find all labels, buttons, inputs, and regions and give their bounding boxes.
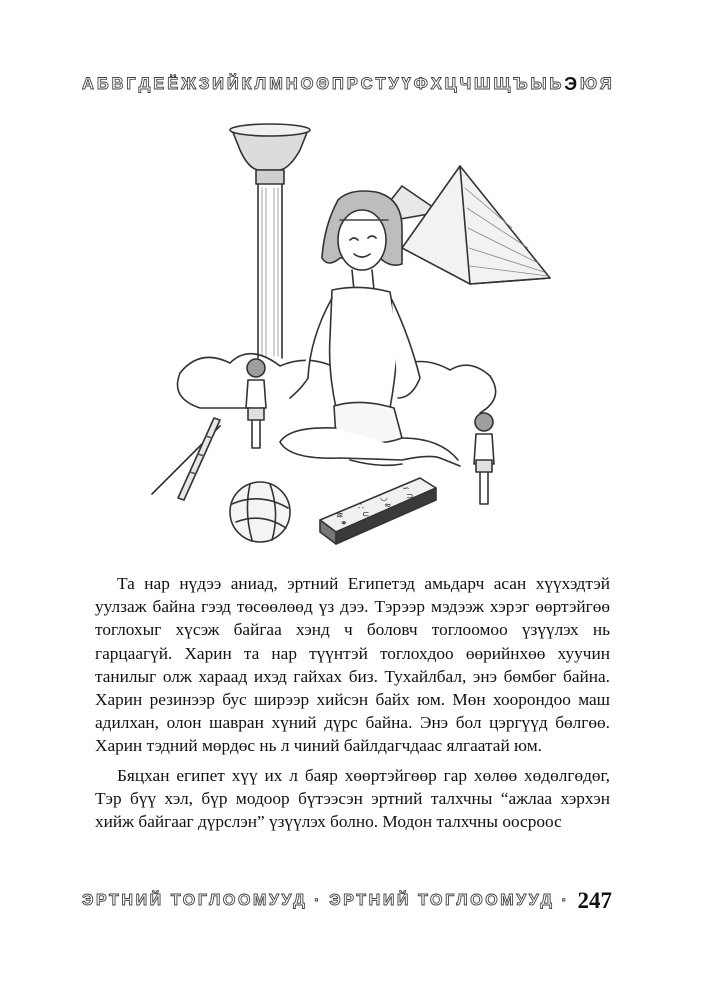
board-glyph: ∴ [358,502,364,512]
alphabet-letter: Щ [493,75,511,93]
alphabet-letter: Ы [530,75,547,93]
egyptian-child-illustration [140,108,560,548]
alphabet-letter: Х [430,75,442,93]
paragraph-2: Бяцхан египет хүү их л баяр хөөртэйгөөр гар хөлөө хөдөлгөдөг, Тэр бүү хэл, бүр модоор бүтээсэн эртний талхчны “ажлаа хэрхэн хийж байгааг дүрслэн” үзүүлэх болно. Модон талхчны оосроос [95,765,610,832]
alphabet-letter: П [332,75,344,93]
alphabet-letter: Ц [444,75,457,93]
alphabet-letter: Я [599,75,612,93]
alphabet-letter: Ф [413,75,428,93]
alphabet-letter: Ж [181,75,197,93]
alphabet-letter: С [360,75,373,93]
alphabet-letter: Й [226,75,239,93]
alphabet-letter: Ү [401,75,411,93]
alphabet-header [82,74,612,95]
alphabet-letter: Ё [167,75,179,93]
body-text [95,572,610,839]
board-glyph: ◡ [380,493,388,503]
alphabet-letter: Ь [549,75,562,93]
alphabet-letter: В [111,75,124,93]
alphabet-letter: Ө [316,75,330,93]
column-drawing [230,124,310,358]
paragraph-1: Та нар нүдээ аниад, эртний Египетэд амьдарч асан хүүхэдтэй уулзаж байна гээд төсөөлөөд үз дээ. Тэрээр мэдээж хэрэг өөртэйгөө тоглохыг хүсэж байгаа хэнд ч боловч тоглоомоо үзүүлэх нь гарцаагүй. Харин та нар түүнтэй тоглохдоо өөрийнхөө хуучин танилыг олж хараад ихэд гайхах биз. Тухайлбал, энэ бөмбөг байна. Харин резинээр бус ширээр хийсэн байх юм. Мөн хоорондоо маш адилхан, олон шавран хүний дүрс байна. Энэ бол цэргүүд бөлгөө. Харин тэдний мөрдөс нь л чиний байлдагчдаас ялгаатай юм. [95,574,610,756]
alphabet-letter: З [198,75,210,93]
page-footer [82,886,612,916]
alphabet-letter: Е [153,75,165,93]
board-glyph: ∽ [402,484,410,494]
alphabet-letter: Г [126,75,136,93]
alphabet-letter: Ю [580,75,598,93]
page-number: 247 [577,888,612,913]
board-glyph: ⊂ [362,510,370,520]
alphabet-letter: Ш [474,75,491,93]
board-glyph: ≈ [384,501,392,511]
alphabet-letter: Н [285,75,298,93]
alphabet-letter: Ъ [513,75,528,93]
alphabet-letter: Ч [459,75,472,93]
alphabet-letter: Б [96,75,109,93]
alphabet-letter: Д [138,75,151,93]
alphabet-letter: Р [346,75,358,93]
alphabet-letter: И [212,75,225,93]
board-glyph: ≋ [336,511,344,521]
board-glyph: ⊃ [406,492,414,502]
alphabet-letter: К [241,75,252,93]
leather-ball-drawing [230,482,290,542]
alphabet-letter: У [388,75,399,93]
sticks-drawing [152,418,220,500]
alphabet-letter: М [269,75,283,93]
alphabet-letter: О [300,75,314,93]
clay-soldier-figure-right [474,413,494,504]
board-glyph: ⚭ [340,519,348,529]
running-title: ЭРТНИЙ ТОГЛООМУУД · ЭРТНИЙ ТОГЛООМУУД · [82,892,570,909]
alphabet-letter: Т [375,75,386,93]
alphabet-letter: А [82,75,94,93]
alphabet-letter: Л [254,75,267,93]
alphabet-current-letter: Э [564,74,578,94]
clay-soldier-figure-left [246,359,266,448]
